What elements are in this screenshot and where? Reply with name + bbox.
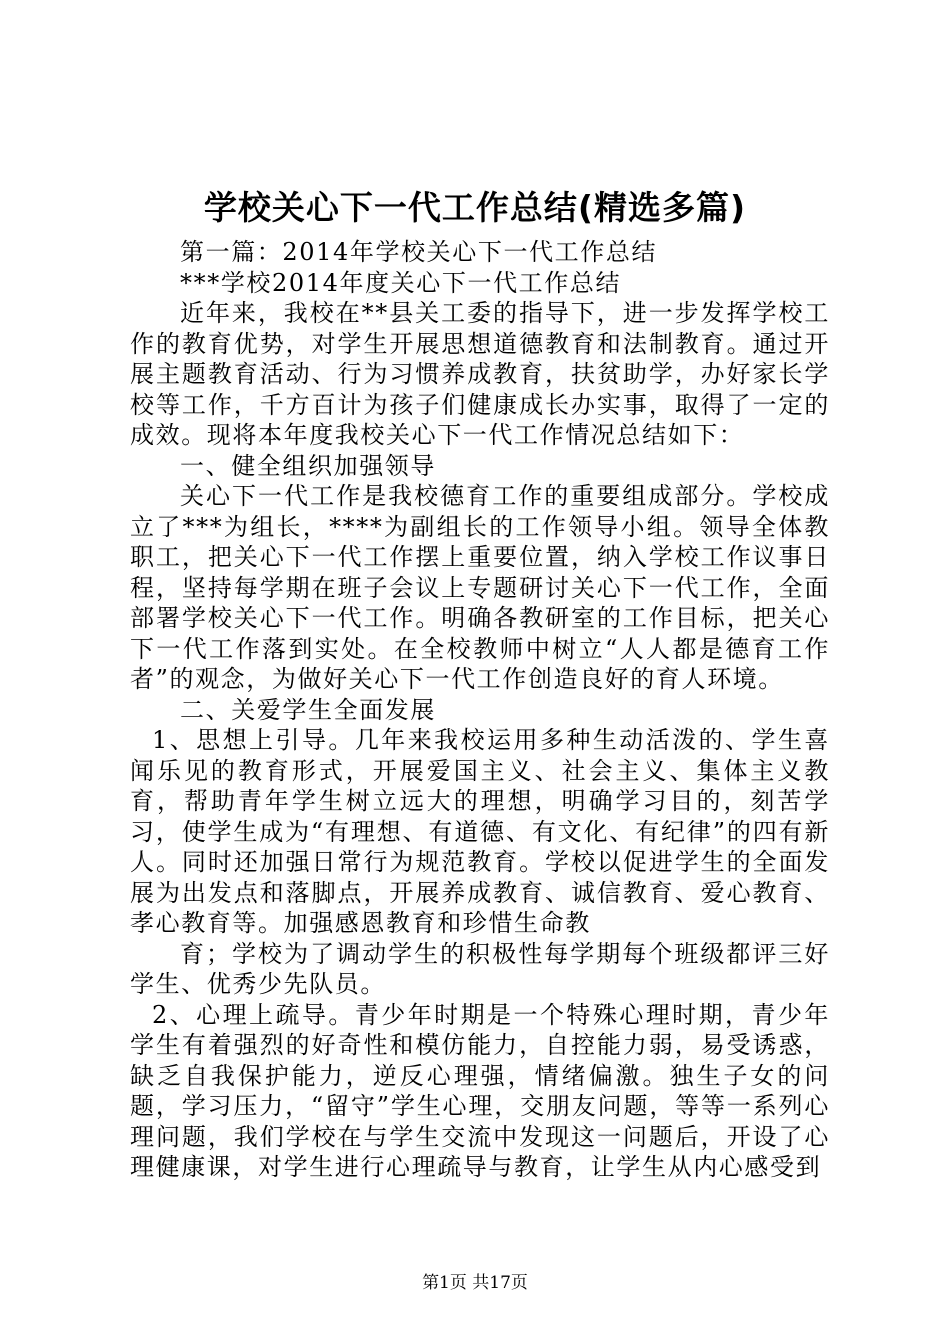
intro-paragraph: 近年来，我校在**县关工委的指导下，进一步发挥学校工作的教育优势，对学生开展思想道德教育和法制教育。通过开展主题教育活动、行为习惯养成教育，扶贫助学，办好家长学校等工作，千方百计为孩子们健康成长办实事，取得了一定的成效。现将本年度我校关心下一代工作情况总结如下： [130, 299, 830, 449]
section-heading-first-article: 第一篇：2014年学校关心下一代工作总结 [180, 238, 658, 266]
report-subtitle: ***学校2014年度关心下一代工作总结 [180, 268, 622, 297]
section-heading-organization: 一、健全组织加强领导 [180, 451, 436, 480]
page-number-footer: 第1页 共17页 [422, 1273, 528, 1293]
document-title: 学校关心下一代工作总结(精选多篇) [203, 188, 747, 227]
document-body [130, 237, 830, 1183]
organization-paragraph: 关心下一代工作是我校德育工作的重要组成部分。学校成立了***为组长，****为副组长的工作领导小组。领导全体教职工，把关心下一代工作摆上重要位置，纳入学校工作议事日程，坚持每学期在班子会议上专题研讨关心下一代工作，全面部署学校关心下一代工作。明确各教研室的工作目标，把关心下一代工作落到实处。在全校教师中树立“人人都是德育工作者”的观念，为做好关心下一代工作创造良好的育人环境。 [130, 482, 830, 693]
continuation-paragraph: 育；学校为了调动学生的积极性每学期每个班级都评三好学生、优秀少先队员。 [130, 939, 830, 998]
section-heading-student-care: 二、关爱学生全面发展 [180, 695, 436, 724]
ideological-guidance-paragraph: 1、思想上引导。几年来我校运用多种生动活泼的、学生喜闻乐见的教育形式，开展爱国主义、社会主义、集体主义教育，帮助青年学生树立远大的理想，明确学习目的，刻苦学习，使学生成为“有理想、有道德、有文化、有纪律”的四有新人。同时还加强日常行为规范教育。学校以促进学生的全面发展为出发点和落脚点，开展养成教育、诚信教育、爱心教育、孝心教育等。加强感恩教育和珍惜生命教 [130, 726, 830, 937]
psychological-guidance-paragraph: 2、心理上疏导。青少年时期是一个特殊心理时期，青少年学生有着强烈的好奇性和模仿能力，自控能力弱，易受诱惑，缺乏自我保护能力，逆反心理强，情绪偏激。独生子女的问题，学习压力，“留守”学生心理，交朋友问题，等等一系列心理问题，我们学校在与学生交流中发现这一问题后，开设了心理健康课，对学生进行心理疏导与教育，让学生从内心感受到 [130, 1000, 830, 1181]
